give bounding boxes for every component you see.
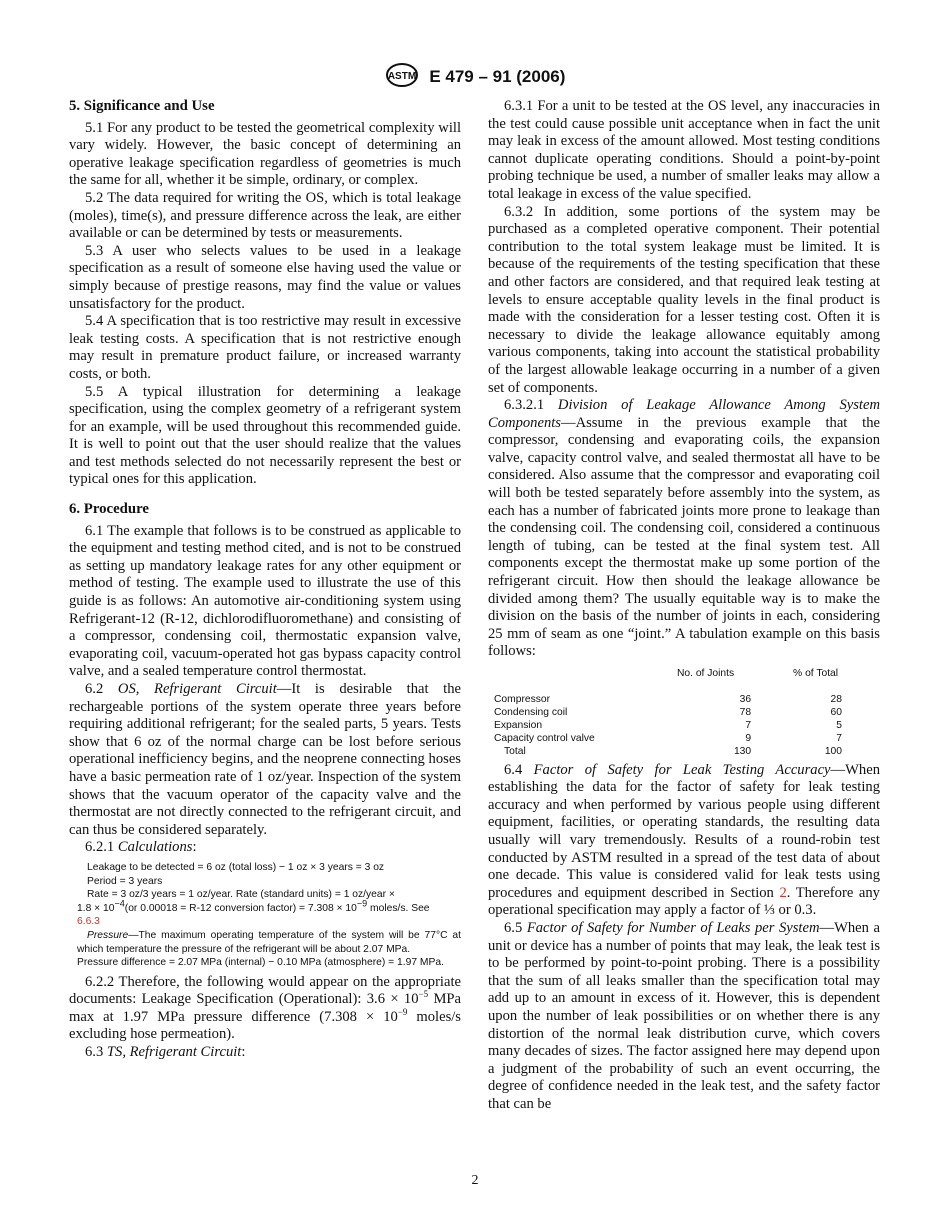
table-row: Condensing coil 78 60 xyxy=(494,706,842,718)
document-designation: E 479 – 91 (2006) xyxy=(429,66,566,86)
paragraph-6-3-2-1: 6.3.2.1 Division of Leakage Allowance Among System Components—Assume in the previous example that the compressor, condensing and evaporating coils, the expansion valve, capacity control valve, and sealed thermostat all have to be considered. Also assume that the compressor and evaporating coil will both be tested separately before assembly into the system, as each has a number of fabricated joints more prone to leakage than the condensing coil. The condensing coil, considered a continuous length of tubing, can be tested at the final system test. All components except the thermostat make up some portion of the refrigerant circuit. How then should the leakage allowance be divided among them? The usually equitable way is to make the division on the basis of the number of joints in each, considering 25 mm of seam as one “joint.” A tabulation example on this basis follows: xyxy=(488,397,880,660)
table-row: Capacity control valve 9 7 xyxy=(494,732,842,744)
col-header-joints: No. of Joints xyxy=(676,668,735,679)
link-section-2[interactable]: 2 xyxy=(779,884,787,901)
paragraph-6-5: 6.5 Factor of Safety for Number of Leaks per System—When a unit or device has a number of points that may leak, the leak test is to be performed by point-to-point probing. There is a possibility that the sum of all leaks smaller than the specification total may add up to an amount in excess of it. However, this is dependent upon the number of leak possibilities or on whether there is any distortion of the normal leak distribution curve, which covers many decades of sizes. The factor assigned here may depend upon a judgment of the probability of such an event occurring, the degree of confidence needed in the leak test, and the safety factor that can be xyxy=(488,919,880,1112)
paragraph-5-2: 5.2 The data required for writing the OS, which is total leakage (moles), time(s), and pressure difference across the leak, are either available or can be determined by tests or measurements. xyxy=(69,189,461,242)
calculations-block: Leakage to be detected = 6 oz (total loss) − 1 oz × 3 years = 3 oz Period = 3 years Rate = 3 oz/3 years = 1 oz/year. Rate (standard units) = 1 oz/year × $1.8 \times 10^{-4}(or$ 0.00018 = R-12 conversion factor) = $7.308 \times 10^{-9}$ moles/s. See 6.6.3 Pressure—The maximum operating temperature of the system will be 77°C at which temperature the pressure of the refrigerant will be about 2.07 MPa. Pressure difference = 2.07 MPa (internal) − 0.10 MPa (atmosphere) = 1.97 MPa. xyxy=(77,861,461,969)
paragraph-5-5: 5.5 A typical illustration for determining a leakage specification, using the complex geometry of a refrigerant system for an example, will be used throughout this recommended guide. It is well to point out that the user should realize that the values and test methods selected do not necessarily represent the best or typical ones for this application. xyxy=(69,383,461,488)
paragraph-6-3-2: 6.3.2 In addition, some portions of the system may be purchased as a completed operative component. Their potential contribution to the total system leakage must be limited. It is because of the requirements of the testing specification that these and other factors are considered, and that required leak testing at levels to ensure acceptable quality levels in the final product is made with the consideration for a lesser testing cost. Often it is necessary to divide the leakage allowance equitably among various components, taking into account the statistical probability of the largest allowable leakage occurring in a number of a given set of components. xyxy=(488,203,880,396)
svg-text:ASTM: ASTM xyxy=(387,71,416,82)
link-6-6-3[interactable]: 6.6.3 xyxy=(77,916,100,928)
paragraph-6-1: 6.1 The example that follows is to be construed as applicable to the equipment and testing method cited, and is not to be construed as setting up mandatory leakage rates for any other equipment or method of testing. The example used to illustrate the use of this guide is as follows: An automotive air-conditioning system using Refrigerant-12 (R-12, dichlorodifluoromethane) and consisting of a compressor, condensing coil, thermostatic expansion valve, evaporating coil, vacuum-operated hot gas bypass capacity control valve, and a sealed temperature control thermostat. xyxy=(69,522,461,680)
paragraph-5-3: 5.3 A user who selects values to be used in a leakage specification as a result of someone else having used the value or simply because of prestige reasons, may find the value or values unsatisfactory for the product. xyxy=(69,242,461,312)
paragraph-6-2-1: 6.2.1 Calculations: xyxy=(85,839,197,856)
paragraph-6-3-1: 6.3.1 For a unit to be tested at the OS level, any inaccuracies in the test could cause possible unit acceptance when in fact the unit may leak in excess of the amount allowed. Most testing conditions cannot duplicate operating conditions. Should a point-by-point probing technique be used, a number of smaller leaks may allow a total leakage in excess of the value specified. xyxy=(488,98,880,202)
paragraph-6-2-2: 6.2.2 Therefore, the following would appear on the appropriate documents: Leakage Specification (Operational): $3.6 \times 10^{-5}$ MPa max at 1.97 MPa pressure difference ($7.308 \times 10^{-9}$ moles/s excluding hose permeation). xyxy=(69,973,462,1043)
left-column xyxy=(69,98,461,1062)
page-header xyxy=(0,62,950,93)
table-row: Expansion 7 5 xyxy=(494,719,842,731)
page-number: 2 xyxy=(471,1173,479,1188)
joints-table xyxy=(494,665,864,758)
section-6-heading: 6. Procedure xyxy=(69,501,149,518)
section-5-heading: 5. Significance and Use xyxy=(69,98,215,114)
paragraph-5-4: 5.4 A specification that is too restrictive may result in excessive leak testing costs. A specification that is not restrictive enough may result in premature product failure, or increased warranty costs, or both. xyxy=(69,313,461,382)
table-row: Compressor 36 28 xyxy=(494,693,842,705)
paragraph-5-1: 5.1 For any product to be tested the geometrical complexity will vary widely. However, the basic concept of determining an operative leakage specification regardless of geometries is much the same for all, whether it be simple, ordinary, or complex. xyxy=(69,119,461,189)
paragraph-6-4: 6.4 Factor of Safety for Leak Testing Accuracy—When establishing the data for the factor of safety for leak testing accuracy and when performed by various people using different equipment, facilities, or operating standards, the resulting data usually will vary tremendously. Results of a round-robin test conducted by ASTM resulted in a spread of the test data of about one decade. This value is considered valid for leak tests using procedures and equipment described in Section 2. Therefore any operational specification may apply a factor of ⅓ or 0.3. xyxy=(488,761,880,919)
astm-logo xyxy=(385,62,419,93)
right-column xyxy=(488,98,880,1113)
paragraph-6-3: 6.3 TS, Refrigerant Circuit: xyxy=(85,1044,246,1061)
table-row: Total 130 100 xyxy=(504,745,842,757)
col-header-percent: % of Total xyxy=(793,668,839,679)
paragraph-6-2: 6.2 OS, Refrigerant Circuit—It is desirable that the rechargeable portions of the system operate three years before requiring additional refrigerant; for the sealed parts, 5 years. Tests show that 6 oz of the normal charge can be lost before serious operational inefficiency begins, and the neoprene connecting hoses have a basic permeation rate of 1 oz/year. Inspection of the system shows that the vacuum operator of the capacity valve and the thermostat are not directly connected to the refrigerant circuit, and can thus be considered separately. xyxy=(69,681,461,838)
